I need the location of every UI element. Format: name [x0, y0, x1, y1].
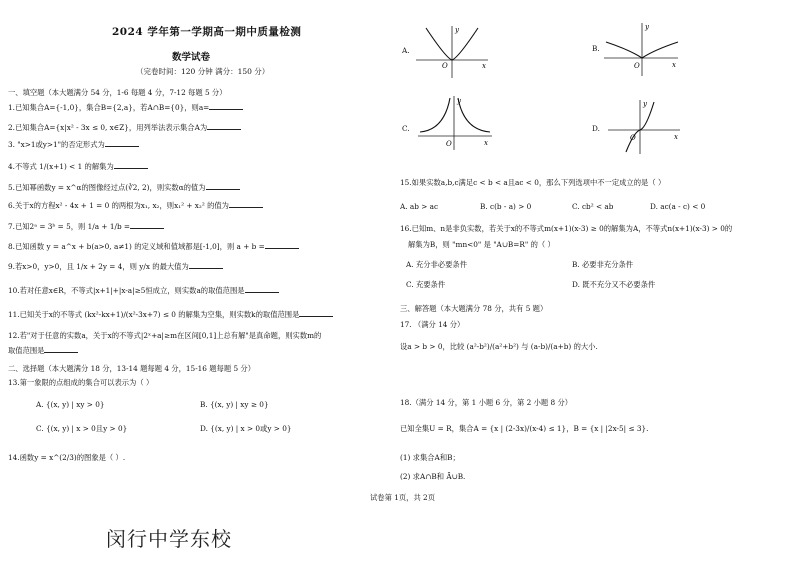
question-5: 5.已知幂函数y = x^α的图像经过点(∛2, 2)，则实数α的值为: [8, 183, 240, 192]
q15-option-b: B. c(b - a) > 0: [480, 202, 532, 211]
question-12-cont: 取值范围是: [8, 346, 78, 355]
question-18-body: 已知全集U = R，集合A = {x | (2-3x)/(x-4) ≤ 1}，B = {x | |2x-5| ≤ 3}.: [400, 424, 649, 433]
question-7: 7.已知2ᵃ = 3ᵇ = 5，则 1/a + 1/b =: [8, 222, 164, 231]
question-1: 1.已知集合A={-1,0}，集合B={2,a}，若A∩B={0}，则a=: [8, 103, 243, 112]
graph-d-y: y: [643, 100, 647, 108]
exam-title: 2024 学年第一学期高一期中质量检测: [112, 26, 302, 38]
question-17-head: 17. （满分 14 分）: [400, 320, 465, 329]
q16-option-b: B. 必要非充分条件: [572, 260, 634, 269]
q15-option-c: C. cb² < ab: [572, 202, 614, 211]
graph-a-y: y: [455, 26, 459, 34]
section1-heading: 一、填空题（本大题满分 54 分，1-6 每题 4 分，7-12 每题 5 分）: [8, 88, 227, 97]
question-12: 12.若"对于任意的实数a，关于x的不等式|2ˣ+a|≥m在区间[0,1]上总有解"是真命题，则实数m的: [8, 331, 322, 340]
exam-info: （完卷时间：120 分钟 满分：150 分）: [136, 67, 270, 76]
question-14: 14.函数y = x^(2/3)的图象是（ ）.: [8, 453, 126, 462]
graph-c-origin: O: [446, 140, 452, 148]
question-10: 10.若对任意x∈R，不等式|x+1|+|x-a|≥5恒成立，则实数a的取值范围是: [8, 286, 279, 295]
question-18-sub2: (2) 求A∩B和 Ā∪B.: [400, 472, 466, 481]
q16-option-d: D. 既不充分又不必要条件: [572, 280, 656, 289]
question-18-sub1: (1) 求集合A和B；: [400, 453, 460, 462]
exam-subject: 数学试卷: [172, 52, 211, 63]
question-16: 16.已知m、n是非负实数，若关于x的不等式m(x+1)(x-3) ≥ 0的解集为A，不等式n(x+1)(x-3) > 0的: [400, 224, 733, 233]
graph-a-origin: O: [442, 62, 448, 70]
graph-a-label: A.: [402, 46, 410, 55]
question-11: 11.已知关于x的不等式 (kx²-kx+1)/(x²-3x+7) ≤ 0 的解集为空集，则实数k的取值范围是: [8, 310, 333, 319]
question-15: 15.如果实数a,b,c满足c < b < a且ac < 0，那么下列选项中不一定成立的是（ ）: [400, 178, 666, 187]
graph-d-label: D.: [592, 124, 600, 133]
q13-option-a: A. {(x, y) | xy > 0}: [36, 400, 105, 409]
graph-b-x: x: [672, 61, 676, 69]
section2-heading: 二、选择题（本大题满分 18 分，13-14 题每题 4 分，15-16 题每题 5 分）: [8, 364, 256, 373]
graph-b-origin: O: [634, 62, 640, 70]
question-8: 8.已知函数 y = a^x + b(a>0, a≠1) 的定义域和值域都是[-1,0]，则 a + b =: [8, 242, 299, 251]
q13-option-d: D. {(x, y) | x > 0或y > 0}: [200, 424, 292, 433]
question-13: 13.第一象限的点组成的集合可以表示为（ ）: [8, 378, 154, 387]
q13-option-c: C. {(x, y) | x > 0且y > 0}: [36, 424, 128, 433]
graph-b-y: y: [645, 23, 649, 31]
q15-option-a: A. ab > ac: [400, 202, 439, 211]
school-name: 闵行中学东校: [106, 527, 232, 551]
q16-option-c: C. 充要条件: [406, 280, 446, 289]
graph-a: [412, 22, 492, 80]
question-9: 9.若x>0，y>0，且 1/x + 2y = 4，则 y/x 的最大值为: [8, 262, 223, 271]
graph-c-label: C.: [402, 124, 410, 133]
graph-d-x: x: [674, 133, 678, 141]
question-2: 2.已知集合A={x|x² - 3x ≤ 0, x∈Z}，用列举法表示集合A为: [8, 123, 241, 132]
graph-b: [600, 20, 682, 78]
question-4: 4.不等式 1/(x+1) < 1 的解集为: [8, 162, 148, 171]
page-number: 试卷第 1页，共 2页: [370, 493, 436, 502]
graph-b-label: B.: [592, 44, 600, 53]
question-18-head: 18.（满分 14 分，第 1 小题 6 分，第 2 小题 8 分）: [400, 398, 573, 407]
q13-option-b: B. {(x, y) | xy ≥ 0}: [200, 400, 269, 409]
graph-d-origin: O: [630, 134, 636, 142]
question-17-body: 设a > b > 0，比较 (a²-b²)/(a²+b²) 与 (a-b)/(a+b) 的大小.: [400, 342, 598, 351]
graph-a-x: x: [482, 62, 486, 70]
question-16-cont: 解集为B，则 "mn<0" 是 "A∪B=R" 的（ ）: [408, 240, 555, 249]
section3-heading: 三、解答题（本大题满分 78 分，共有 5 题）: [400, 304, 548, 313]
question-6: 6.关于x的方程x² - 4x + 1 = 0 的两根为x₁, x₂，则x₁² + x₂² 的值为: [8, 201, 263, 210]
q15-option-d: D. ac(a - c) < 0: [650, 202, 706, 211]
graph-d: [604, 96, 684, 156]
graph-c: [414, 92, 496, 152]
graph-c-y: y: [457, 97, 461, 105]
question-3: 3. "x>1或y>1"的否定形式为: [8, 140, 139, 149]
graph-c-x: x: [484, 139, 488, 147]
q16-option-a: A. 充分非必要条件: [406, 260, 467, 269]
